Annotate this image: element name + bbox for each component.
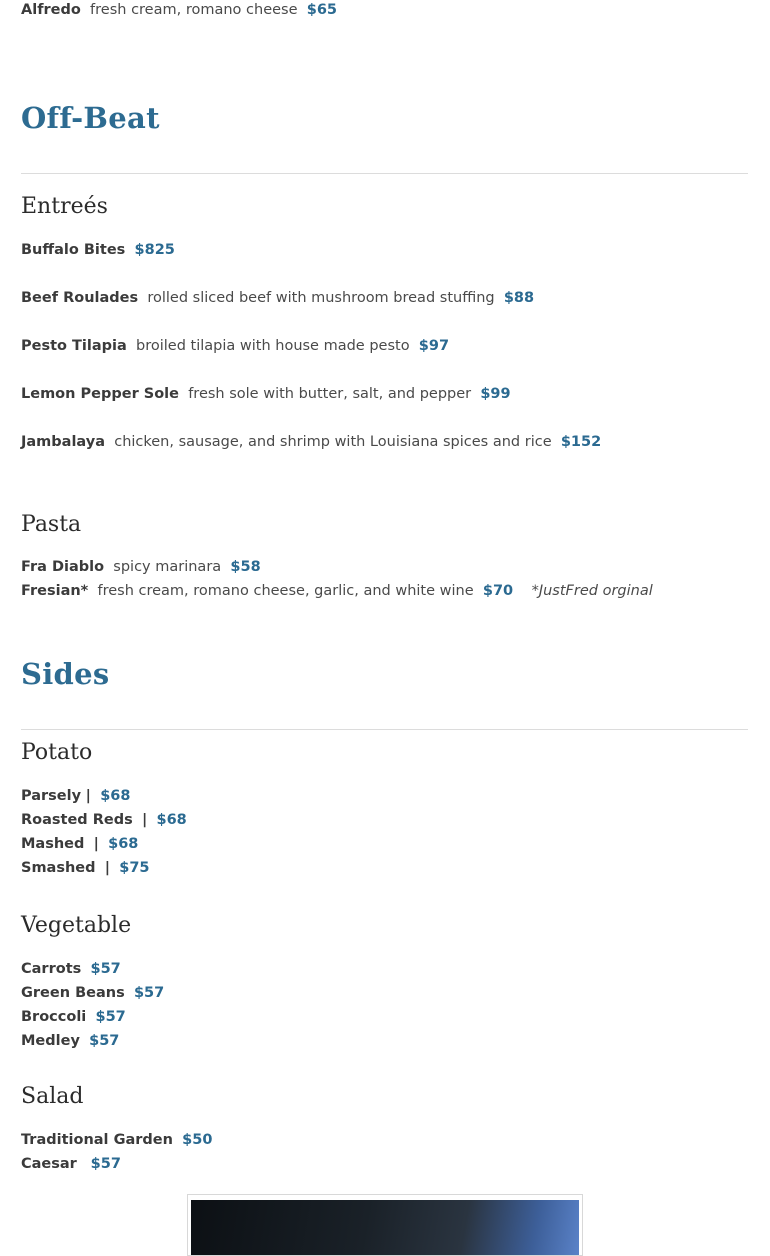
section-divider [21, 173, 748, 174]
menu-item-alfredo [21, 0, 337, 20]
menu-item-roasted-reds [21, 810, 187, 830]
item-price: $99 [480, 386, 511, 402]
item-name: Carrots [21, 961, 82, 977]
menu-item-carrots [21, 959, 121, 979]
item-price: $65 [306, 2, 338, 18]
item-name: Buffalo Bites [21, 242, 126, 258]
menu-item-lemon-pepper-sole [21, 384, 511, 404]
item-price: $68 [108, 836, 139, 852]
item-name: Traditional Garden [21, 1132, 173, 1148]
menu-item-mashed [21, 834, 138, 854]
item-name: Green Beans [21, 985, 125, 1001]
menu-item-pesto-tilapia [21, 336, 449, 356]
menu-item-fresian [21, 581, 653, 601]
item-name: Caesar [21, 1156, 77, 1172]
item-price: $68 [100, 788, 131, 804]
item-desc: spicy marinara [113, 559, 222, 575]
item-name: Smashed [21, 860, 96, 876]
item-price: $75 [119, 860, 150, 876]
item-price: $50 [182, 1132, 213, 1148]
subsection-title-pasta: Pasta [21, 512, 82, 537]
menu-item-medley [21, 1031, 119, 1051]
section-divider [21, 729, 748, 730]
item-price: $57 [90, 1156, 121, 1172]
item-desc: chicken, sausage, and shrimp with Louisiana spices and rice [114, 434, 552, 450]
menu-item-jambalaya [21, 432, 601, 452]
item-price: $57 [89, 1033, 120, 1049]
menu-item-green-beans [21, 983, 164, 1003]
item-price: $57 [90, 961, 121, 977]
item-desc: fresh cream, romano cheese [90, 2, 298, 18]
item-desc: fresh cream, romano cheese, garlic, and white wine [97, 583, 474, 599]
item-price: $825 [134, 242, 175, 258]
subsection-title-salad: Salad [21, 1084, 84, 1109]
item-name: Jambalaya [21, 434, 105, 450]
item-name: Fresian* [21, 583, 89, 599]
item-name: Medley [21, 1033, 80, 1049]
item-price: $68 [156, 812, 187, 828]
subsection-title-potato: Potato [21, 740, 93, 765]
menu-item-caesar [21, 1154, 121, 1174]
item-price: $152 [560, 434, 602, 450]
section-title-offbeat: Off-Beat [21, 101, 160, 135]
item-price: $97 [418, 338, 450, 354]
food-photo [191, 1200, 579, 1255]
item-name: Pesto Tilapia [21, 338, 127, 354]
item-price: $58 [230, 559, 261, 575]
item-price: $88 [503, 290, 535, 306]
menu-item-traditional-garden [21, 1130, 212, 1150]
food-photo-frame [187, 1194, 583, 1256]
item-separator: | [93, 836, 99, 852]
item-name: Mashed [21, 836, 85, 852]
item-price: $57 [95, 1009, 126, 1025]
item-separator: | [85, 788, 91, 804]
item-name: Parsely [21, 788, 82, 804]
item-price: $57 [133, 985, 165, 1001]
item-name: Broccoli [21, 1009, 87, 1025]
menu-item-beef-roulades [21, 288, 534, 308]
menu-item-smashed [21, 858, 150, 878]
item-name: Roasted Reds [21, 812, 133, 828]
item-desc: fresh sole with butter, salt, and pepper [188, 386, 472, 402]
item-price: $70 [482, 583, 514, 599]
section-title-sides: Sides [21, 657, 110, 691]
item-separator: | [141, 812, 148, 828]
item-desc: broiled tilapia with house made pesto [136, 338, 410, 354]
item-desc: rolled sliced beef with mushroom bread stuffing [147, 290, 495, 306]
menu-item-broccoli [21, 1007, 126, 1027]
menu-item-fra-diablo [21, 557, 261, 577]
menu-item-parsely [21, 786, 130, 806]
item-separator: | [104, 860, 111, 876]
subsection-title-vegetable: Vegetable [21, 913, 132, 938]
item-name: Fra Diablo [21, 559, 105, 575]
item-name: Alfredo [21, 2, 81, 18]
item-name: Beef Roulades [21, 290, 139, 306]
item-name: Lemon Pepper Sole [21, 386, 179, 402]
subsection-title-entrees: Entreés [21, 194, 108, 219]
menu-item-buffalo-bites [21, 240, 175, 260]
item-note: *JustFred orginal [531, 583, 653, 599]
